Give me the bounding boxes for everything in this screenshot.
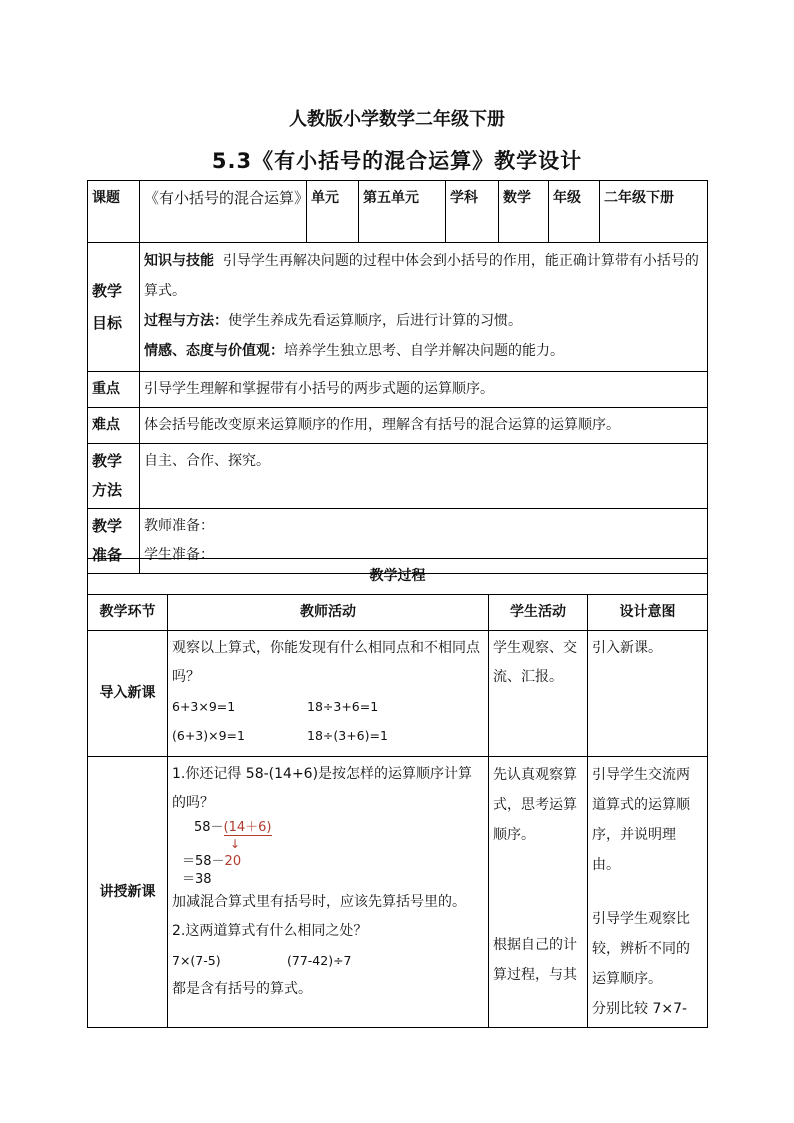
eq-5: 7×(7-5): [172, 953, 221, 968]
calc-arrow: ↓: [230, 837, 241, 851]
new-note-2: 都是含有括号的算式。: [172, 981, 312, 997]
method-text: 自主、合作、探究。: [140, 444, 708, 509]
student-new-lesson: [489, 757, 588, 1028]
intent-new-2: 引导学生观察比较，辨析不同的运算顺序。: [592, 911, 690, 987]
difficult-label: 难点: [88, 408, 140, 444]
info-table: [87, 180, 708, 574]
intro-equations-1: [172, 692, 484, 721]
goal-knowledge: 知识与技能 引导学生再解决问题的过程中体会到小括号的作用，能正确计算带有小括号的算式。: [144, 253, 699, 299]
new-note-1: 加减混合算式里有括号时，应该先算括号里的。: [172, 894, 466, 910]
prep-teacher: 教师准备：: [144, 518, 214, 534]
col-intent: 设计意图: [588, 595, 708, 631]
new-equations: [172, 946, 484, 975]
new-question-1: 1.你还记得 58-(14+6)是按怎样的运算顺序计算的吗？: [172, 766, 473, 811]
eq-6: (77-42)÷7: [287, 953, 352, 968]
goals-label: 教学目标: [88, 243, 140, 372]
key-text: 引导学生理解和掌握带有小括号的两步式题的运算顺序。: [140, 372, 708, 408]
col-student: 学生活动: [489, 595, 588, 631]
intro-question: 观察以上算式，你能发现有什么相同点和不相同点吗？: [172, 640, 480, 685]
stage-new-lesson: 讲授新课: [88, 757, 168, 1028]
document-title: 人教版小学数学二年级下册: [289, 109, 505, 130]
unit-label: 单元: [307, 181, 359, 243]
intent-new-1: 引导学生交流两道算式的运算顺序，并说明理由。: [592, 767, 690, 873]
teacher-new-lesson: [168, 757, 489, 1028]
intro-equations-2: [172, 721, 484, 750]
prep-student: 学生准备：: [144, 547, 214, 563]
key-label: 重点: [88, 372, 140, 408]
process-title: 教学过程: [88, 559, 708, 595]
process-table: [87, 558, 708, 1028]
unit-value: 第五单元: [359, 181, 446, 243]
eq-3: (6+3)×9=1: [172, 728, 245, 743]
vertical-calculation: [172, 818, 484, 888]
intent-new-lesson: [588, 757, 708, 1028]
subject-label: 学科: [446, 181, 499, 243]
eq-2: 18÷3+6=1: [307, 699, 379, 714]
method-label: 教学方法: [88, 444, 140, 509]
goal-emotion: 情感、态度与价值观：培养学生独立思考、自学并解决问题的能力。: [144, 343, 564, 359]
col-teacher: 教师活动: [168, 595, 489, 631]
student-intro: 学生观察、交流、汇报。: [489, 631, 588, 757]
teacher-intro: [168, 631, 489, 757]
goal-process: 过程与方法：使学生养成先看运算顺序，后进行计算的习惯。: [144, 313, 522, 329]
prep-label: 教学准备: [88, 509, 140, 574]
eq-1: 6+3×9=1: [172, 699, 236, 714]
topic-value: 《有小括号的混合运算》: [140, 181, 307, 243]
calc-line-2: ＝58－20: [182, 854, 242, 869]
calc-parenthesis: (14＋6): [223, 820, 272, 835]
calc-line-1: 58－(14＋6): [194, 820, 272, 835]
student-new-1: 先认真观察算式，思考运算顺序。: [493, 767, 577, 843]
difficult-text: 体会括号能改变原来运算顺序的作用，理解含有括号的混合运算的运算顺序。: [140, 408, 708, 444]
eq-4: 18÷(3+6)=1: [307, 728, 388, 743]
stage-intro: 导入新课: [88, 631, 168, 757]
calc-line-3: ＝38: [182, 872, 212, 887]
topic-label: 课题: [88, 181, 140, 243]
col-stage: 教学环节: [88, 595, 168, 631]
goals-content: [140, 243, 708, 372]
document-subtitle: 5.3《有小括号的混合运算》教学设计: [211, 149, 583, 173]
new-question-2: 2.这两道算式有什么相同之处？: [172, 923, 368, 939]
intent-new-3: 分别比较 7×7-: [592, 1001, 688, 1017]
intent-intro: 引入新课。: [588, 631, 708, 757]
student-new-2: 根据自己的计算过程，与其: [493, 937, 577, 983]
subject-value: 数学: [499, 181, 549, 243]
grade-label: 年级: [549, 181, 600, 243]
grade-value: 二年级下册: [600, 181, 708, 243]
